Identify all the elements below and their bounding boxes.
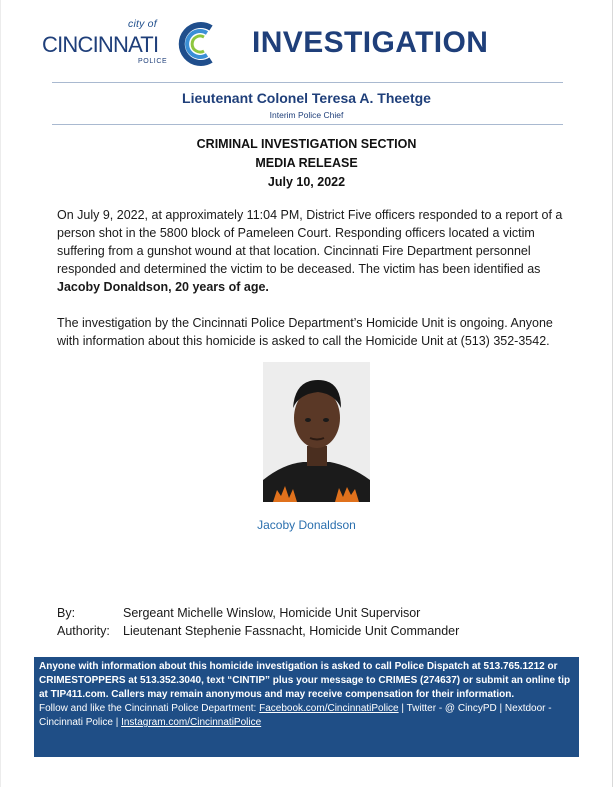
footer-tip-text: Anyone with information about this homicide investigation is asked to call Police Dispatch at 513.765.1212 or CRIMESTOPPERS at 513.352.3040, text “CINTIP” plus your message to CRIMES (274637) or submit an online tip at TIP411.com. Callers may remain anonymous and may receive compensation for their information.	[39, 661, 571, 700]
by-label: By:	[57, 606, 76, 620]
body-paragraph-1-text: On July 9, 2022, at approximately 11:04 PM, District Five officers responded to a report of a person shot in the 5800 block of Pameleen Court. Responding officers located a victim suffering from a gunshot wound at that location. Cincinnati Fire Department personnel responded and determined the victim to be deceased. The victim has been identified as	[57, 208, 563, 276]
footer-social-line	[39, 702, 574, 730]
authority-value: Lieutenant Stephenie Fassnacht, Homicide Unit Commander	[123, 624, 460, 638]
chief-title: Interim Police Chief	[269, 110, 344, 120]
by-value: Sergeant Michelle Winslow, Homicide Unit Supervisor	[123, 606, 421, 620]
body-paragraph-1	[57, 206, 569, 296]
authority-label: Authority:	[57, 624, 110, 638]
logo-name-text: CINCINNATI	[42, 32, 159, 57]
logo-c-mark-icon	[173, 18, 219, 70]
release-date: July 10, 2022	[267, 175, 346, 189]
victim-photo	[263, 362, 370, 502]
section-heading: CRIMINAL INVESTIGATION SECTION	[196, 137, 417, 151]
footer-tip-box	[34, 657, 579, 757]
logo-police-text: POLICE	[138, 58, 168, 65]
victim-portrait-image	[263, 362, 370, 502]
logo-city-text: city of	[128, 18, 157, 30]
release-type: MEDIA RELEASE	[255, 156, 358, 170]
chief-name: Lieutenant Colonel Teresa A. Theetge	[182, 90, 431, 106]
photo-caption: Jacoby Donaldson	[257, 518, 356, 532]
facebook-link[interactable]: Facebook.com/CincinnatiPolice	[259, 703, 399, 714]
victim-identity: Jacoby Donaldson, 20 years of age.	[57, 280, 269, 294]
body-paragraph-2: The investigation by the Cincinnati Police Department’s Homicide Unit is ongoing. Anyone with information about this homicide is asked to call the Homicide Unit at (513) 352-3542.	[57, 316, 553, 348]
footer-follow-text: Follow and like the Cincinnati Police Department:	[39, 703, 260, 714]
page-title: INVESTIGATION	[252, 26, 489, 59]
header-divider-bottom	[52, 124, 563, 125]
footer-social-separator: | Twitter - @ CincyPD | Nextdoor - Cincinnati Police |	[39, 703, 552, 728]
cincinnati-police-logo	[42, 18, 217, 70]
instagram-link[interactable]: Instagram.com/CincinnatiPolice	[121, 717, 262, 728]
header-divider-top	[52, 82, 563, 83]
